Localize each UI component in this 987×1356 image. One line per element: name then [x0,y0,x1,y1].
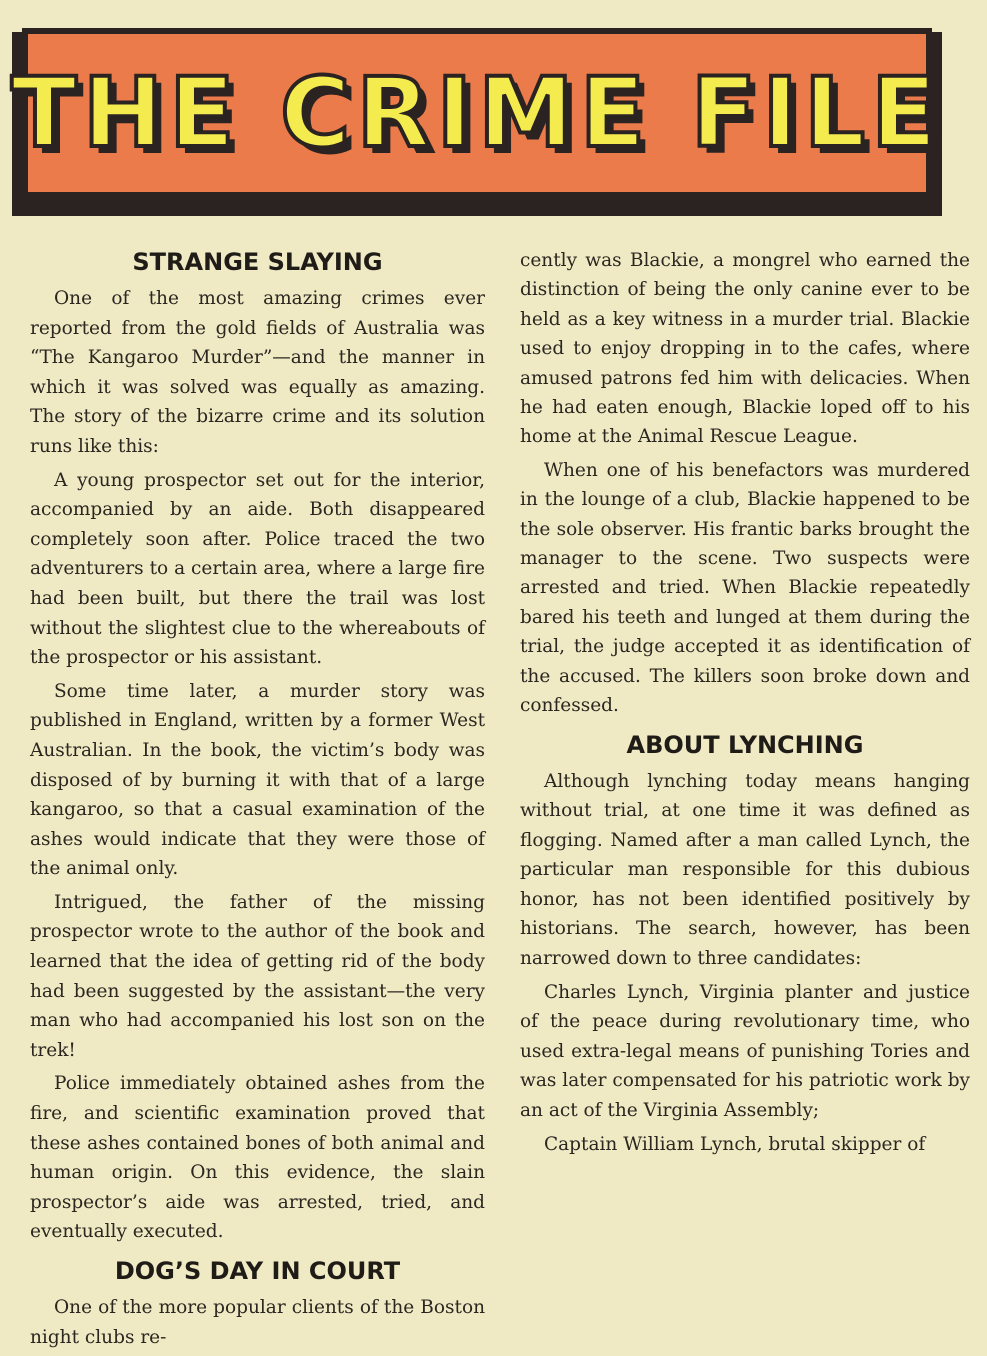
paragraph: Some time later, a murder story was published in England, written by a former West Australian. In the book, the victim’s body was disposed of by burning it with that of a large kangaroo, so that a casual examination of the ashes would indicate that they were those of the animal only. [30,680,485,880]
paragraph: cently was Blackie, a mongrel who earned the distinction of being the only canine ever to be held as a key witness in a murder trial. Blackie used to enjoy dropping in to the cafes, where amused patrons fed him with delicacies. When he had eaten enough, Blackie loped off to his home at the Animal Rescue League. [520,250,970,448]
paragraph: Charles Lynch, Virginia planter and justice of the peace during revolutionary time, who used extra-legal means of punishing Tories and was later compensated for his patriotic work by an act of the Virginia Assembly; [520,981,970,1122]
title-banner [11,28,943,198]
heading-dogs-day-in-court: DOG’S DAY IN COURT [114,1257,401,1285]
paragraph: Police immediately obtained ashes from the fire, and scientific examination proved that these ashes contained bones of both animal and human origin. On this evidence, the slain prospector’s aide was arrested, tried, and eventually executed. [30,1073,485,1243]
paragraph: Captain William Lynch, brutal skipper of [544,1133,926,1155]
paragraph: A young prospector set out for the interior, accompanied by an aide. Both disappeared completely soon after. Police traced the two adventurers to a certain area, where a large fire had been built, but there the trail was lost without the slightest clue to the whereabouts of the prospector or his assistant. [30,469,485,669]
heading-about-lynching: ABOUT LYNCHING [626,730,864,759]
paragraph: One of the most amazing crimes ever reported from the gold fields of Australia was “The Kangaroo Murder”—and the manner in which it was solved was equally as amazing. The story of the bizarre crime and its solution runs like this: [30,288,485,457]
paragraph: One of the more popular clients of the Boston night clubs re- [30,1297,485,1348]
paragraph: Although lynching today means hanging without trial, at one time it was defined as flogging. Named after a man called Lynch, the particular man responsible for this dubious honor, has not been identified positively by historians. The search, however, has been narrowed down to three candidates: [520,770,970,970]
page-title: THE CRIME FILE [11,57,943,169]
paragraph: Intrigued, the father of the missing prospector wrote to the author of the book and learned that the idea of getting rid of the body had been suggested by the assistant—the very man who had accompanied his lost son on the trek! [30,891,485,1061]
right-column [520,246,970,1163]
left-column [30,248,485,1356]
paragraph: When one of his benefactors was murdered in the lounge of a club, Blackie happened to be the sole observer. His frantic barks brought the manager to the scene. Two suspects were arrested and tried. When Blackie repeatedly bared his teeth and lunged at them during the trial, the judge accepted it as identification of the accused. The killers soon broke down and confessed. [520,459,970,717]
heading-strange-slaying: STRANGE SLAYING [132,248,383,276]
